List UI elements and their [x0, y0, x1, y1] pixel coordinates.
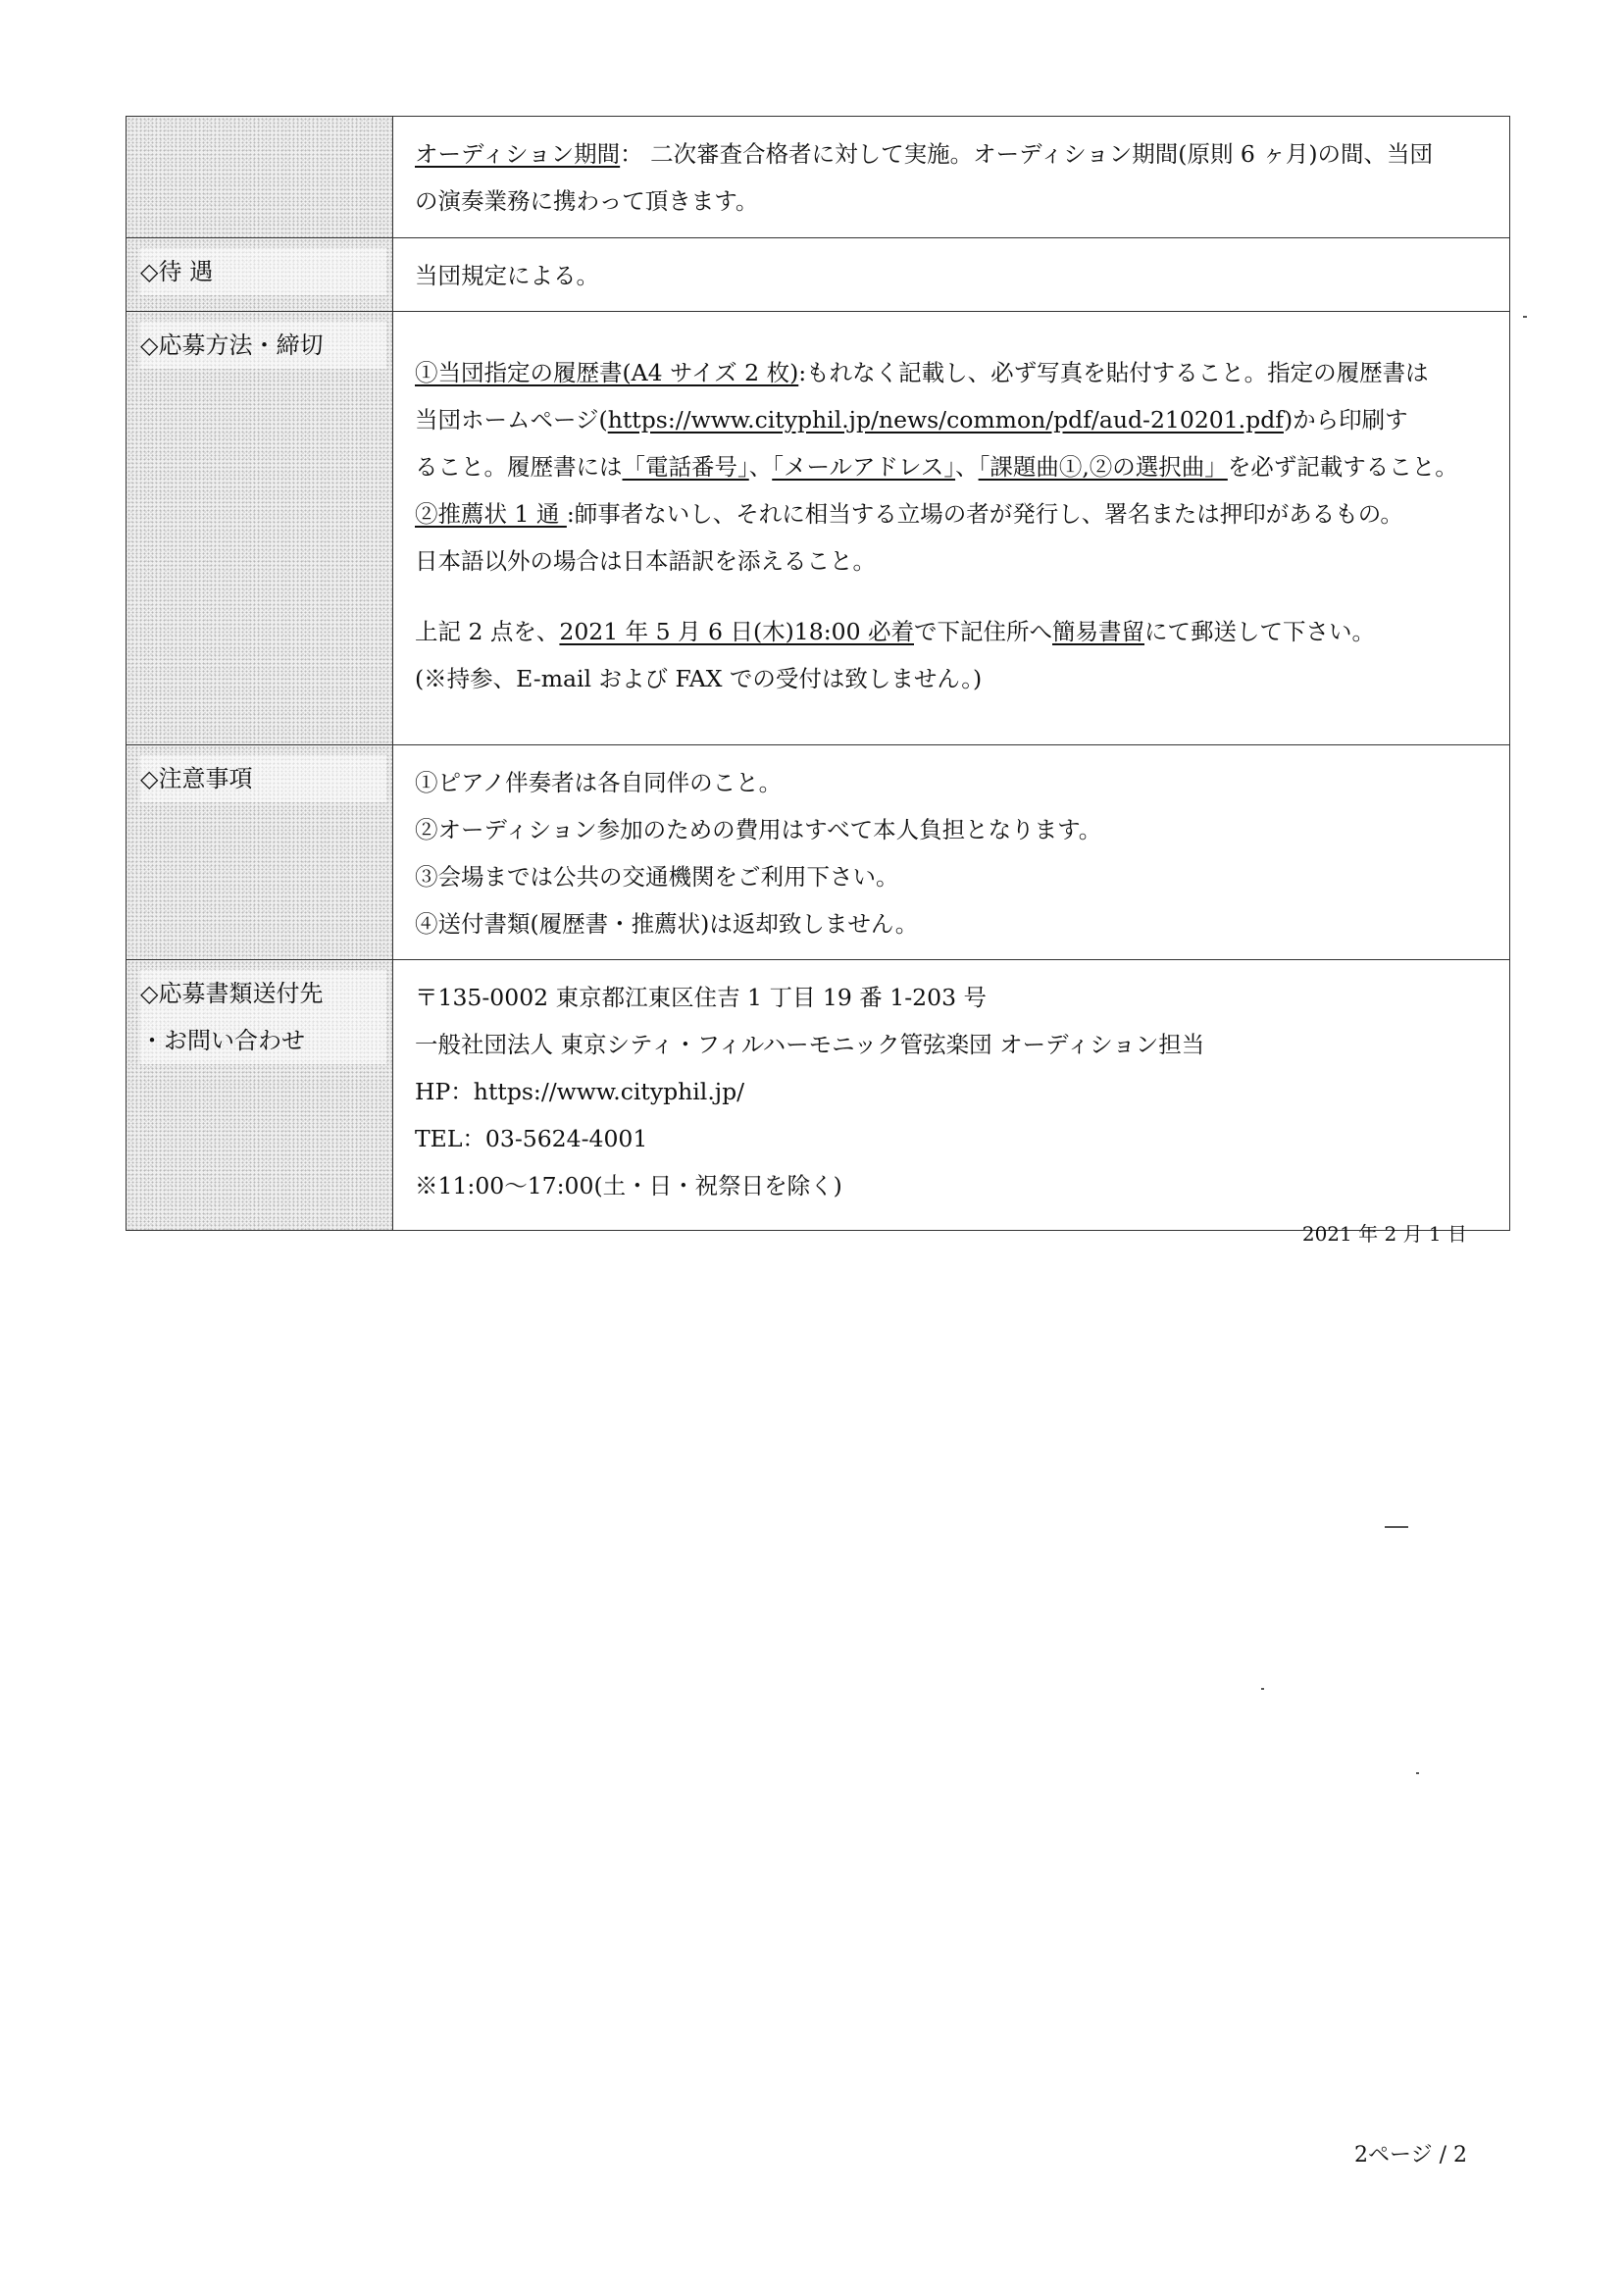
text-segment: 〒135-0002 東京都江東区住吉 1 丁目 19 番 1-203 号 — [415, 984, 987, 1011]
content-line — [415, 252, 1496, 299]
scan-speck — [1523, 316, 1527, 318]
content-line — [415, 443, 1496, 490]
emphasized-text: 「課題曲①,②の選択曲」 — [978, 453, 1228, 481]
paragraph-gap — [415, 326, 1496, 349]
text-segment: 日本語以外の場合は日本語訳を添えること。 — [415, 547, 876, 575]
content-line — [415, 1068, 1496, 1115]
content-line — [415, 759, 1496, 806]
content-line — [415, 900, 1496, 947]
row-content-cell — [393, 117, 1510, 238]
text-segment: 一般社団法人 東京シティ・フィルハーモニック管弦楽団 オーディション担当 — [415, 1031, 1205, 1058]
row-label-cell — [127, 117, 393, 238]
text-segment: TEL：03-5624-4001 — [415, 1125, 648, 1152]
text-segment: ③会場までは公共の交通機関をご利用下さい。 — [415, 863, 899, 891]
text-segment: の演奏業務に携わって頂きます。 — [415, 187, 759, 215]
content-line — [415, 853, 1496, 900]
row-content-cell — [393, 238, 1510, 312]
content-line — [415, 349, 1496, 396]
compensation-row — [127, 238, 1510, 312]
scan-speck — [1416, 1772, 1419, 1774]
text-segment: にて郵送して下さい。 — [1144, 618, 1375, 645]
text-segment: を必ず記載すること。 — [1227, 453, 1458, 481]
content-line — [415, 537, 1496, 585]
emphasized-text: 「メールアドレス」 — [772, 453, 956, 481]
row-label-cell — [127, 960, 393, 1231]
url-link[interactable]: https://www.cityphil.jp/news/common/pdf/aud-210201.pdf — [607, 406, 1284, 433]
row-label-cell — [127, 745, 393, 960]
emphasized-text: ②推薦状 1 通 — [415, 500, 567, 528]
document-date: 2021 年 2 月 1 日 — [1301, 1222, 1467, 1246]
text-segment: 、 — [748, 453, 773, 481]
content-line — [415, 396, 1496, 443]
text-segment: 当団規定による。 — [415, 262, 599, 289]
content-line — [415, 974, 1496, 1021]
row-label: ◇注意事項 — [140, 755, 386, 802]
row-label: ◇待 遇 — [140, 248, 386, 295]
text-segment: で下記住所へ — [914, 618, 1052, 645]
notes-row — [127, 745, 1510, 960]
content-line — [415, 655, 1496, 702]
content-line — [415, 806, 1496, 853]
text-segment: 、 — [955, 453, 979, 481]
text-segment: :もれなく記載し、必ず写真を貼付すること。指定の履歴書は — [798, 359, 1429, 386]
text-segment: :師事者ないし、それに相当する立場の者が発行し、署名または押印があるもの。 — [566, 500, 1403, 528]
row-label-cell — [127, 238, 393, 312]
scan-speck — [1261, 1688, 1264, 1690]
row-content-cell — [393, 745, 1510, 960]
row-content-cell — [393, 960, 1510, 1231]
text-segment: ※11:00～17:00(土・日・祝祭日を除く) — [415, 1172, 842, 1199]
content-line — [415, 1162, 1496, 1209]
row-label-secondary: ・お問い合わせ — [140, 1017, 386, 1064]
row-content-cell — [393, 312, 1510, 745]
content-line — [415, 1115, 1496, 1162]
emphasized-text: オーディション期間 — [415, 140, 621, 168]
contact-row — [127, 960, 1510, 1231]
text-segment: ④送付書類(履歴書・推薦状)は返却致しません。 — [415, 910, 919, 938]
text-segment: ①ピアノ伴奏者は各自同伴のこと。 — [415, 769, 783, 796]
text-segment: ②オーディション参加のための費用はすべて本人負担となります。 — [415, 816, 1102, 843]
content-line — [415, 130, 1496, 178]
paragraph-gap — [415, 585, 1496, 608]
content-line — [415, 1021, 1496, 1068]
emphasized-text: 簡易書留 — [1052, 618, 1144, 645]
text-segment: ること。履歴書には — [415, 453, 623, 481]
text-segment: ： 二次審査合格者に対して実施。オーディション期間(原則 6 ヶ月)の間、当団 — [620, 140, 1434, 168]
text-segment: 上記 2 点を、 — [415, 618, 560, 645]
text-segment: )から印刷す — [1283, 406, 1408, 433]
url-link[interactable]: HP：https://www.cityphil.jp/ — [415, 1078, 745, 1105]
emphasized-text: 「電話番号」 — [622, 453, 749, 481]
page-number: 2ページ / 2 — [1354, 2143, 1467, 2167]
content-line — [415, 490, 1496, 537]
audition-period-row — [127, 117, 1510, 238]
text-segment: 当団ホームページ( — [415, 406, 608, 433]
content-line — [415, 178, 1496, 225]
emphasized-text: ①当団指定の履歴書(A4 サイズ 2 枚) — [415, 359, 799, 386]
row-label: ◇応募書類送付先 — [140, 970, 386, 1017]
row-label: ◇応募方法・締切 — [140, 322, 386, 369]
scan-speck — [1385, 1526, 1408, 1528]
requirements-table — [126, 116, 1510, 1231]
application-method-row — [127, 312, 1510, 745]
text-segment: (※持参、E-mail および FAX での受付は致しません。) — [415, 665, 983, 692]
row-label-cell — [127, 312, 393, 745]
content-line — [415, 608, 1496, 655]
emphasized-text: 2021 年 5 月 6 日(木)18:00 必着 — [559, 618, 914, 645]
